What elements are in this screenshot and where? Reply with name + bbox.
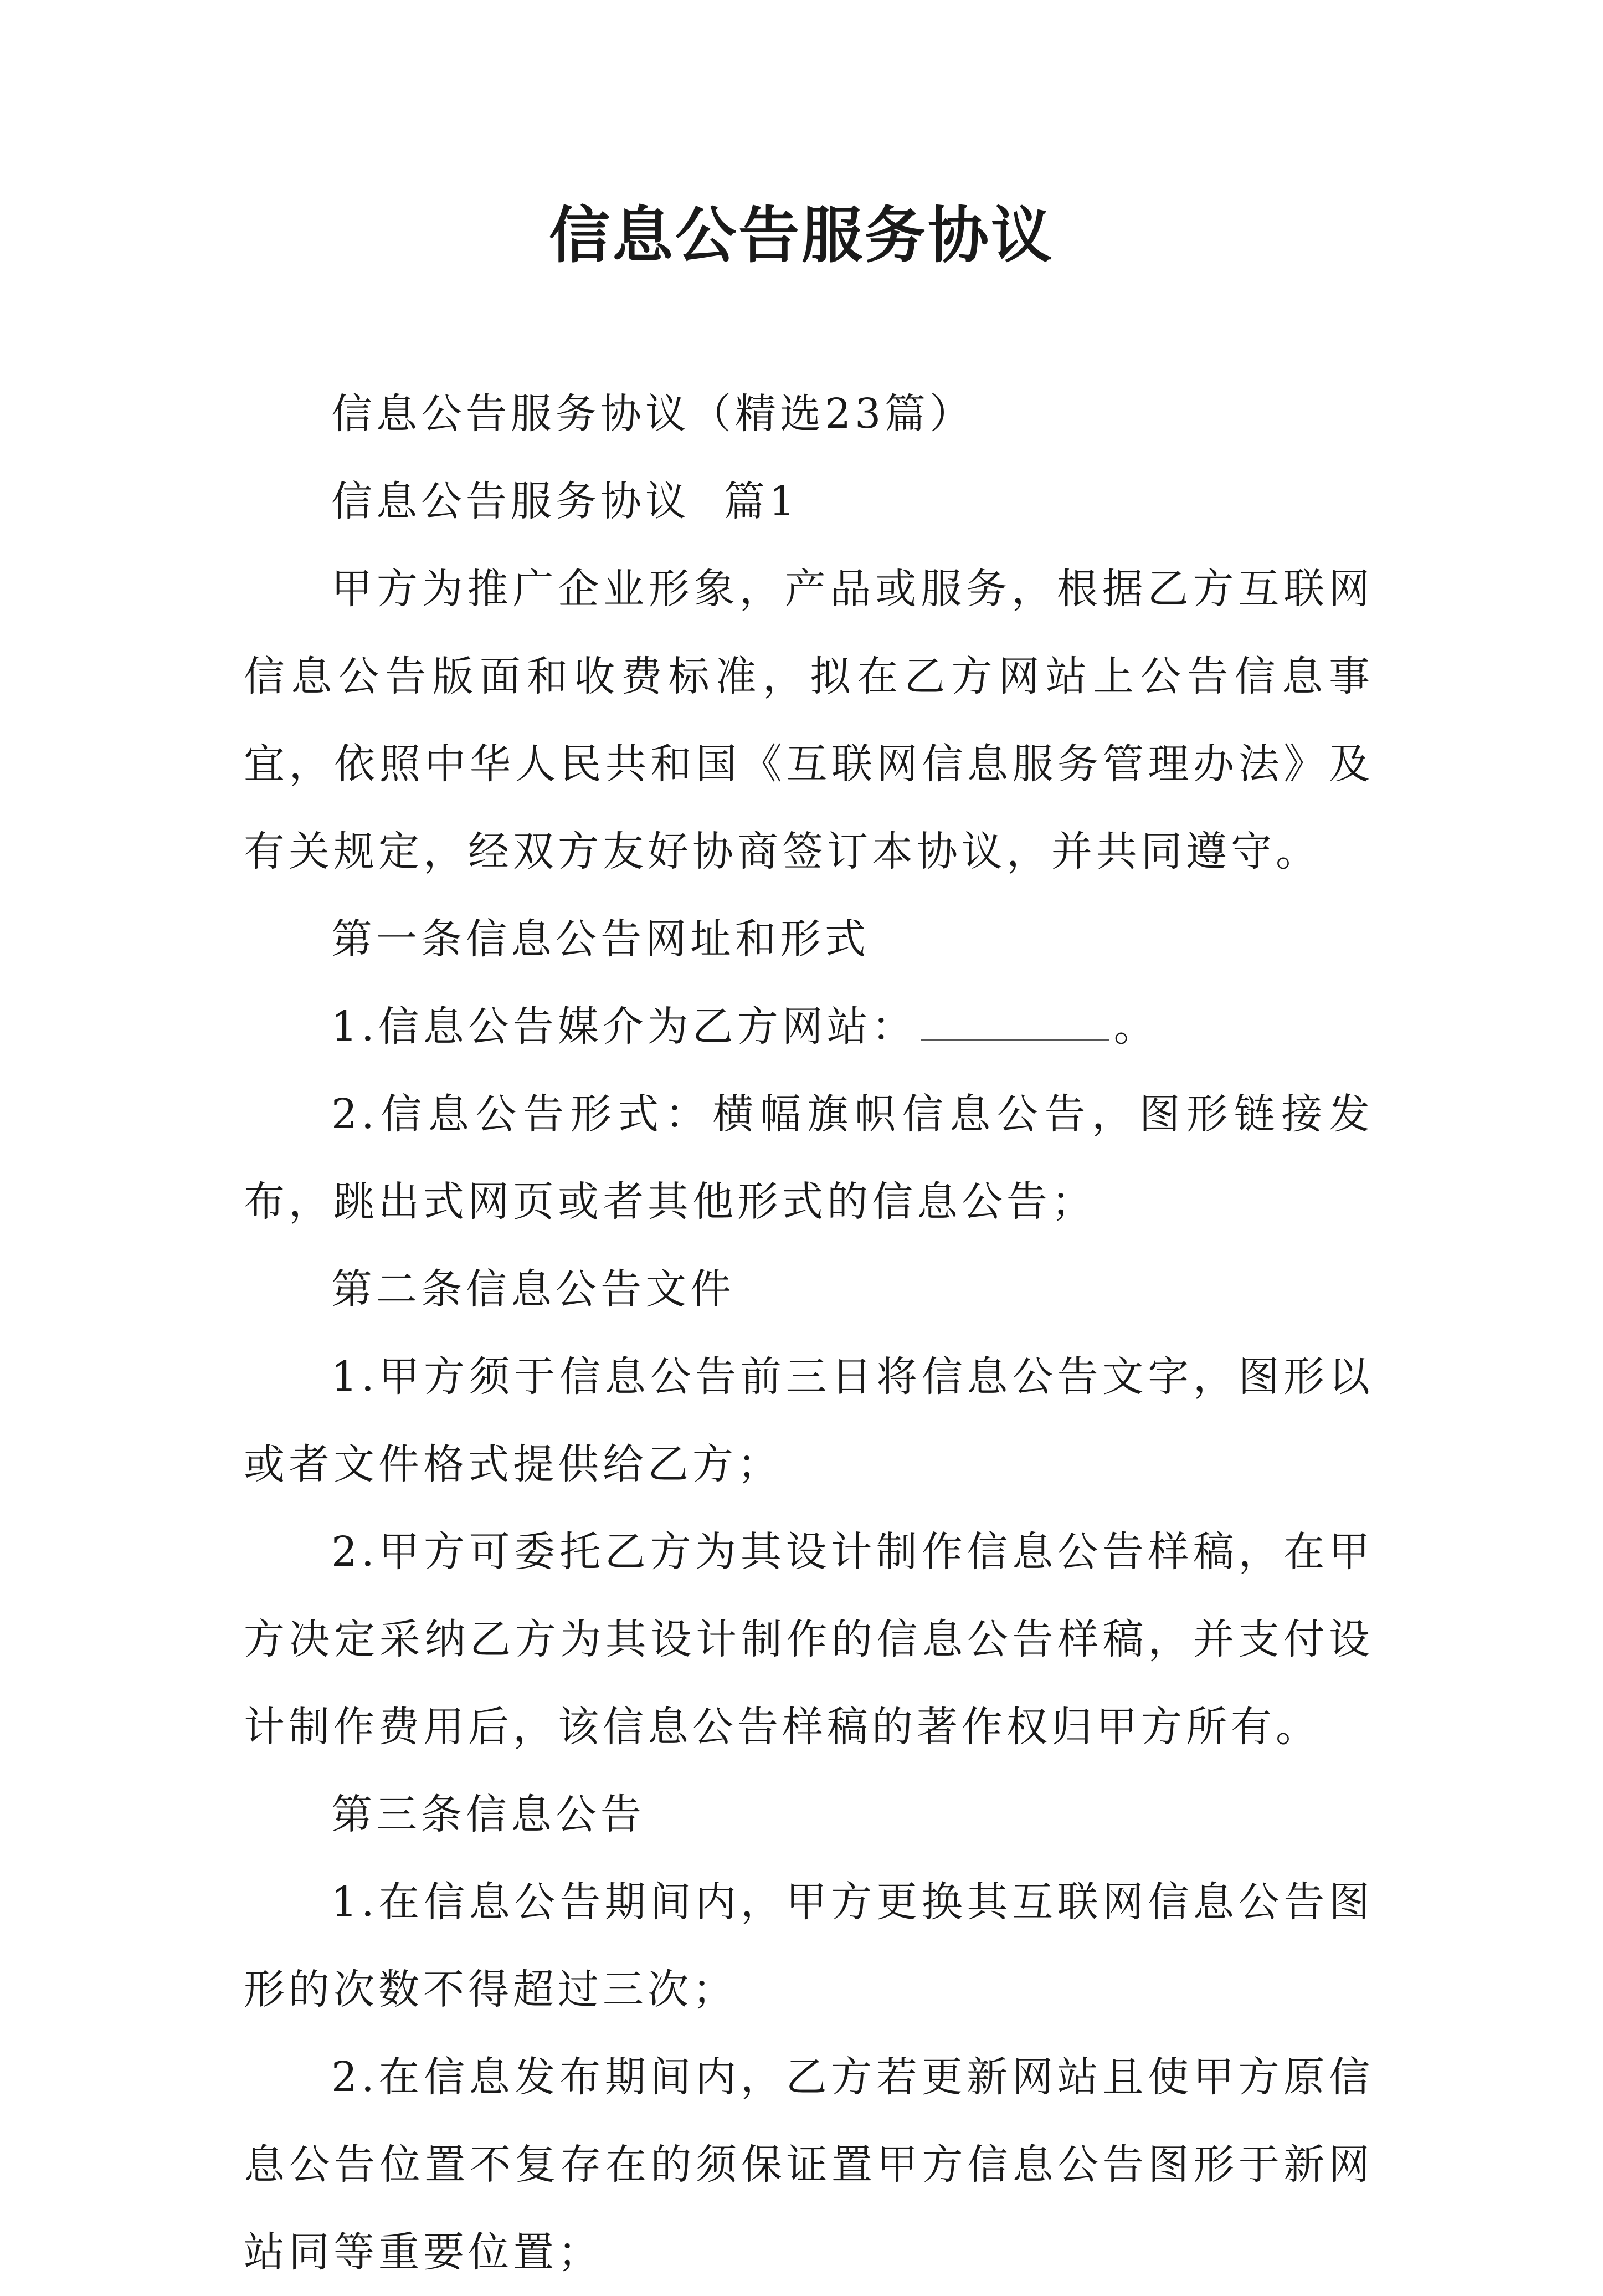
article2-item1: 1.甲方须于信息公告前三日将信息公告文字，图形以或者文件格式提供给乙方； <box>244 1353 1374 1488</box>
article3-item1: 1.在信息公告期间内，甲方更换其互联网信息公告图形的次数不得超过三次； <box>244 1878 1374 2013</box>
article1-item1 <box>244 983 1374 1070</box>
article3-item2: 2.在信息发布期间内，乙方若更新网站且使甲方原信息公告位置不复存在的须保证置甲方信息公告图形于新网站同等重要位置； <box>244 2053 1374 2276</box>
article1-item1-end: 。 <box>1113 1003 1159 1050</box>
section-heading: 信息公告服务协议 篇1 <box>331 478 799 525</box>
document-title: 信息公告服务协议 <box>549 199 1054 271</box>
article2-item2: 2.甲方可委托乙方为其设计制作信息公告样稿，在甲方决定采纳乙方为其设计制作的信息公告样稿，并支付设计制作费用后，该信息公告样稿的著作权归甲方所有。 <box>244 1528 1374 1751</box>
article2-heading: 第二条信息公告文件 <box>331 1265 735 1313</box>
intro-paragraph: 甲方为推广企业形象，产品或服务，根据乙方互联网信息公告版面和收费标准，拟在乙方网站上公告信息事宜，依照中华人民共和国《互联网信息服务管理办法》及有关规定，经双方友好协商签订本协议，并共同遵守。 <box>244 565 1374 875</box>
fill-in-blank <box>921 1006 1109 1041</box>
document-body <box>244 370 1374 2296</box>
article1-heading: 第一条信息公告网址和形式 <box>331 915 870 963</box>
document-subtitle: 信息公告服务协议（精选23篇） <box>331 390 975 438</box>
article1-item2: 2.信息公告形式：横幅旗帜信息公告，图形链接发布，跳出式网页或者其他形式的信息公告； <box>244 1090 1374 1226</box>
article3-heading: 第三条信息公告 <box>331 1791 645 1838</box>
article1-item1-text: 1.信息公告媒介为乙方网站： <box>331 1003 917 1050</box>
